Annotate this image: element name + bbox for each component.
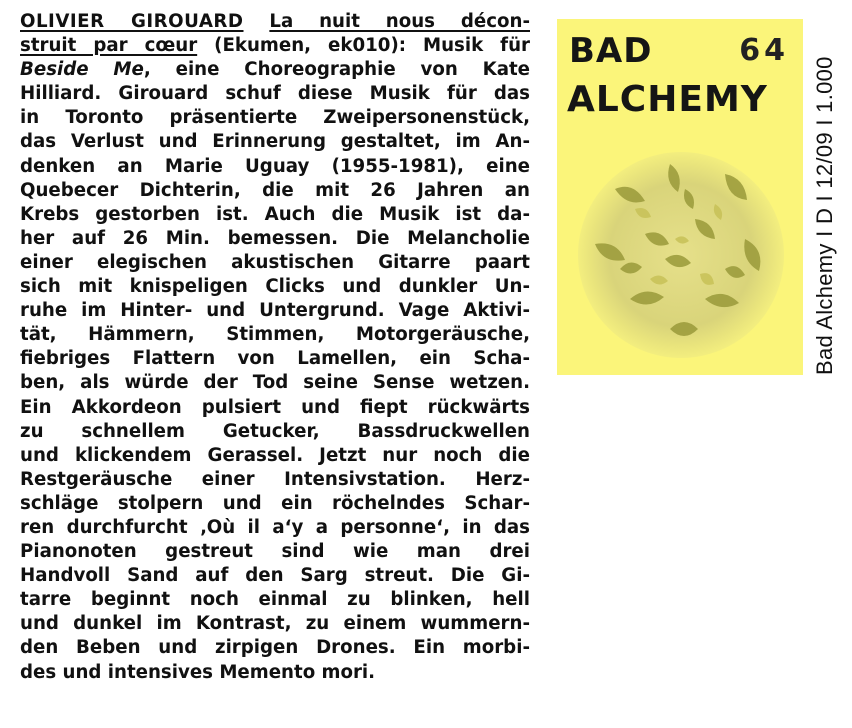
cover-title-alchemy: ALCHEMY — [567, 79, 768, 120]
review-line: einer elegischen akustischen Gitarre paart — [20, 251, 530, 273]
review-line: Krebs gestorben ist. Auch die Musik ist da- — [20, 203, 530, 225]
artist-name: OLIVIER GIROUARD — [20, 11, 244, 32]
leaf-sphere-illustration — [575, 149, 787, 361]
review-line: her auf 26 Min. bemessen. Die Melancholie — [20, 227, 530, 249]
review-line: Hilliard. Girouard schuf diese Musik für das — [20, 83, 530, 105]
review-line: den Beben und zirpigen Drones. Ein morbi- — [20, 637, 530, 659]
review-line: das Verlust und Erinnerung gestaltet, im An- — [20, 131, 530, 153]
review-line: und dunkel im Kontrast, zu einem wummern- — [20, 613, 530, 635]
review-line: des und intensives Memento mori. — [20, 661, 376, 683]
cover-issue-number: 64 — [739, 33, 789, 68]
review-line: Ein Akkordeon pulsiert und fiept rückwärts — [20, 396, 530, 418]
review-line-2 — [20, 34, 530, 58]
publication-caption: Bad Alchemy I D I 12/09 I 1.000 — [812, 56, 837, 375]
review-line: tarre beginnt noch einmal zu blinken, hell — [20, 589, 530, 611]
review-line: Pianonoten gestreut sind wie man drei — [20, 541, 530, 563]
work-title: Beside Me — [20, 59, 144, 81]
album-title-part1: La nuit nous décon- — [269, 11, 530, 32]
review-line-text: , eine Choreographie von Kate — [143, 59, 530, 81]
review-line: Handvoll Sand auf den Sarg streut. Die Gi- — [20, 565, 530, 587]
review-line: zu schnellem Getucker, Bassdruckwellen — [20, 420, 530, 442]
cover-title-bad: BAD — [569, 31, 653, 71]
review-line-1 — [20, 10, 530, 34]
review-line: ruhe im Hinter- und Untergrund. Vage Aktivi- — [20, 300, 530, 322]
review-line: Restgeräusche einer Intensivstation. Herz- — [20, 468, 530, 490]
review-line: sich mit knispeligen Clicks und dunkler Un- — [20, 276, 530, 298]
review-line: in Toronto präsentierte Zweipersonenstück, — [20, 107, 530, 129]
album-title-part2: struit par cœur — [20, 35, 198, 57]
review-line: und klickendem Gerassel. Jetzt nur noch die — [20, 444, 530, 466]
magazine-cover — [557, 19, 803, 375]
review-line: ren durchfurcht ‚Où il a‘y a personne‘, in das — [20, 516, 530, 538]
review-line: schläge stolpern und ein röchelndes Schar- — [20, 492, 530, 514]
review-line: Quebecer Dichterin, die mit 26 Jahren an — [20, 179, 530, 201]
review-line: ben, als würde der Tod seine Sense wetzen. — [20, 372, 530, 394]
review-line: tät, Hämmern, Stimmen, Motorgeräusche, — [20, 324, 530, 346]
review-line: fiebriges Flattern von Lamellen, ein Scha- — [20, 348, 530, 370]
review-line-3 — [20, 58, 530, 82]
label-info: (Ekumen, ek010): Musik für — [214, 35, 531, 57]
review-line: denken an Marie Uguay (1955-1981), eine — [20, 155, 530, 177]
review-text — [20, 10, 530, 685]
